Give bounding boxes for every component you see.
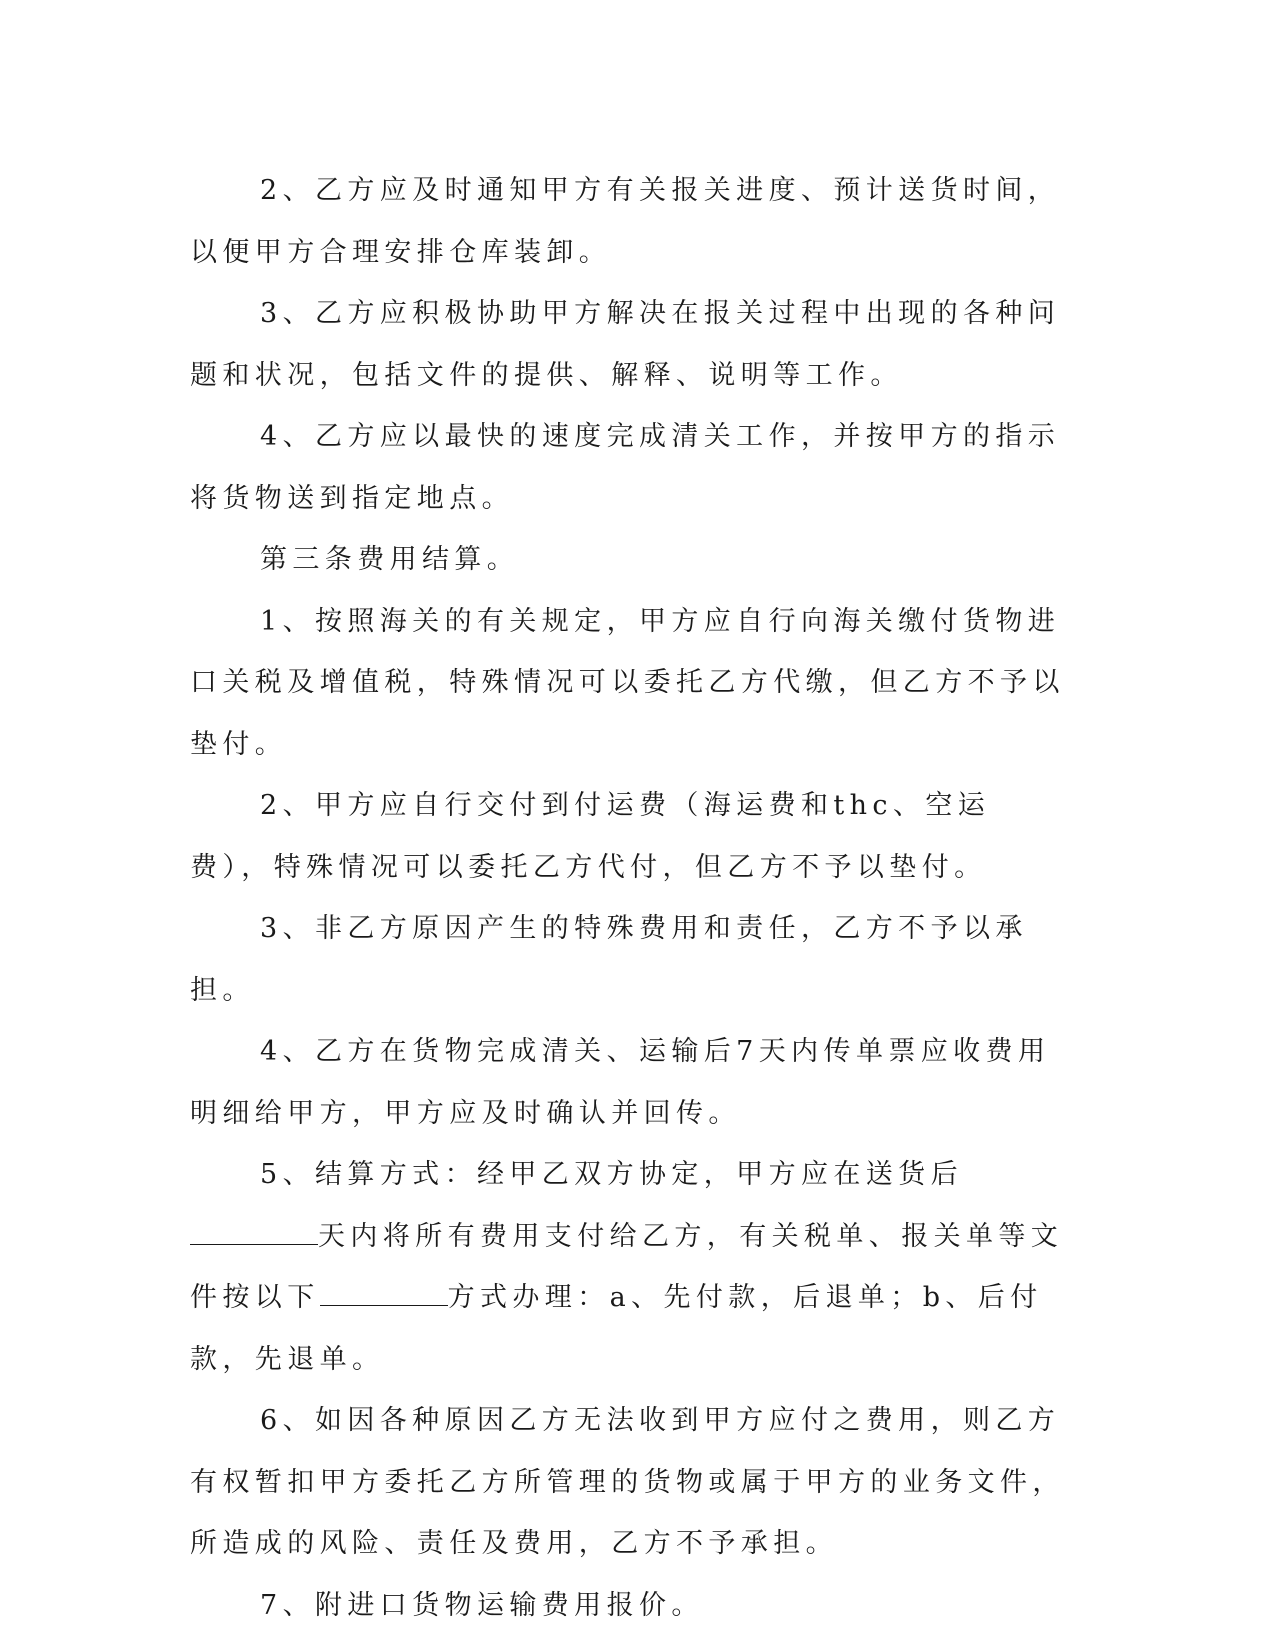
section-heading-fee-settlement: 第三条费用结算。: [260, 544, 520, 575]
clause-customs-duties: 1、按照海关的有关规定，甲方应自行向海关缴付货物进口关税及增值税，特殊情况可以委托乙方代缴，但乙方不予以垫付。: [190, 605, 1065, 760]
clause-notify-progress: 2、乙方应及时通知甲方有关报关进度、预计送货时间，以便甲方合理安排仓库装卸。: [190, 175, 1061, 268]
clause-special-fees: 3、非乙方原因产生的特殊费用和责任，乙方不予以承担。: [190, 913, 1028, 1006]
clause-freight-collect: 2、甲方应自行交付到付运费（海运费和thc、空运费），特殊情况可以委托乙方代付，但乙方不予以垫付。: [190, 790, 991, 883]
settlement-text-3: 方式办理：a、先付款，后退单；b、后付款，先退单。: [190, 1282, 1043, 1375]
days-blank-field[interactable]: [190, 1218, 318, 1245]
clause-attached-quote: 7、附进口货物运输费用报价。: [260, 1589, 704, 1621]
document-body: [190, 160, 1070, 1636]
clause-settlement-method: [190, 1144, 1070, 1390]
settlement-text-1: 5、结算方式：经甲乙双方协定，甲方应在送货后: [260, 1159, 963, 1190]
clause-fast-clearance: 4、乙方应以最快的速度完成清关工作，并按甲方的指示将货物送到指定地点。: [190, 421, 1061, 514]
clause-assist-problems: 3、乙方应积极协助甲方解决在报关过程中出现的各种问题和状况，包括文件的提供、解释、说明等工作。: [190, 298, 1061, 391]
clause-fee-statement: 4、乙方在货物完成清关、运输后7天内传单票应收费用明细给甲方，甲方应及时确认并回传。: [190, 1036, 1051, 1129]
settlement-text-2: 天内将所有费用支付给乙方，有关税单、报关单等文件按以下: [190, 1220, 1064, 1313]
clause-lien-rights: 6、如因各种原因乙方无法收到甲方应付之费用，则乙方有权暂扣甲方委托乙方所管理的货物或属于甲方的业务文件，所造成的风险、责任及费用，乙方不予承担。: [190, 1405, 1065, 1559]
method-blank-field[interactable]: [320, 1279, 448, 1306]
